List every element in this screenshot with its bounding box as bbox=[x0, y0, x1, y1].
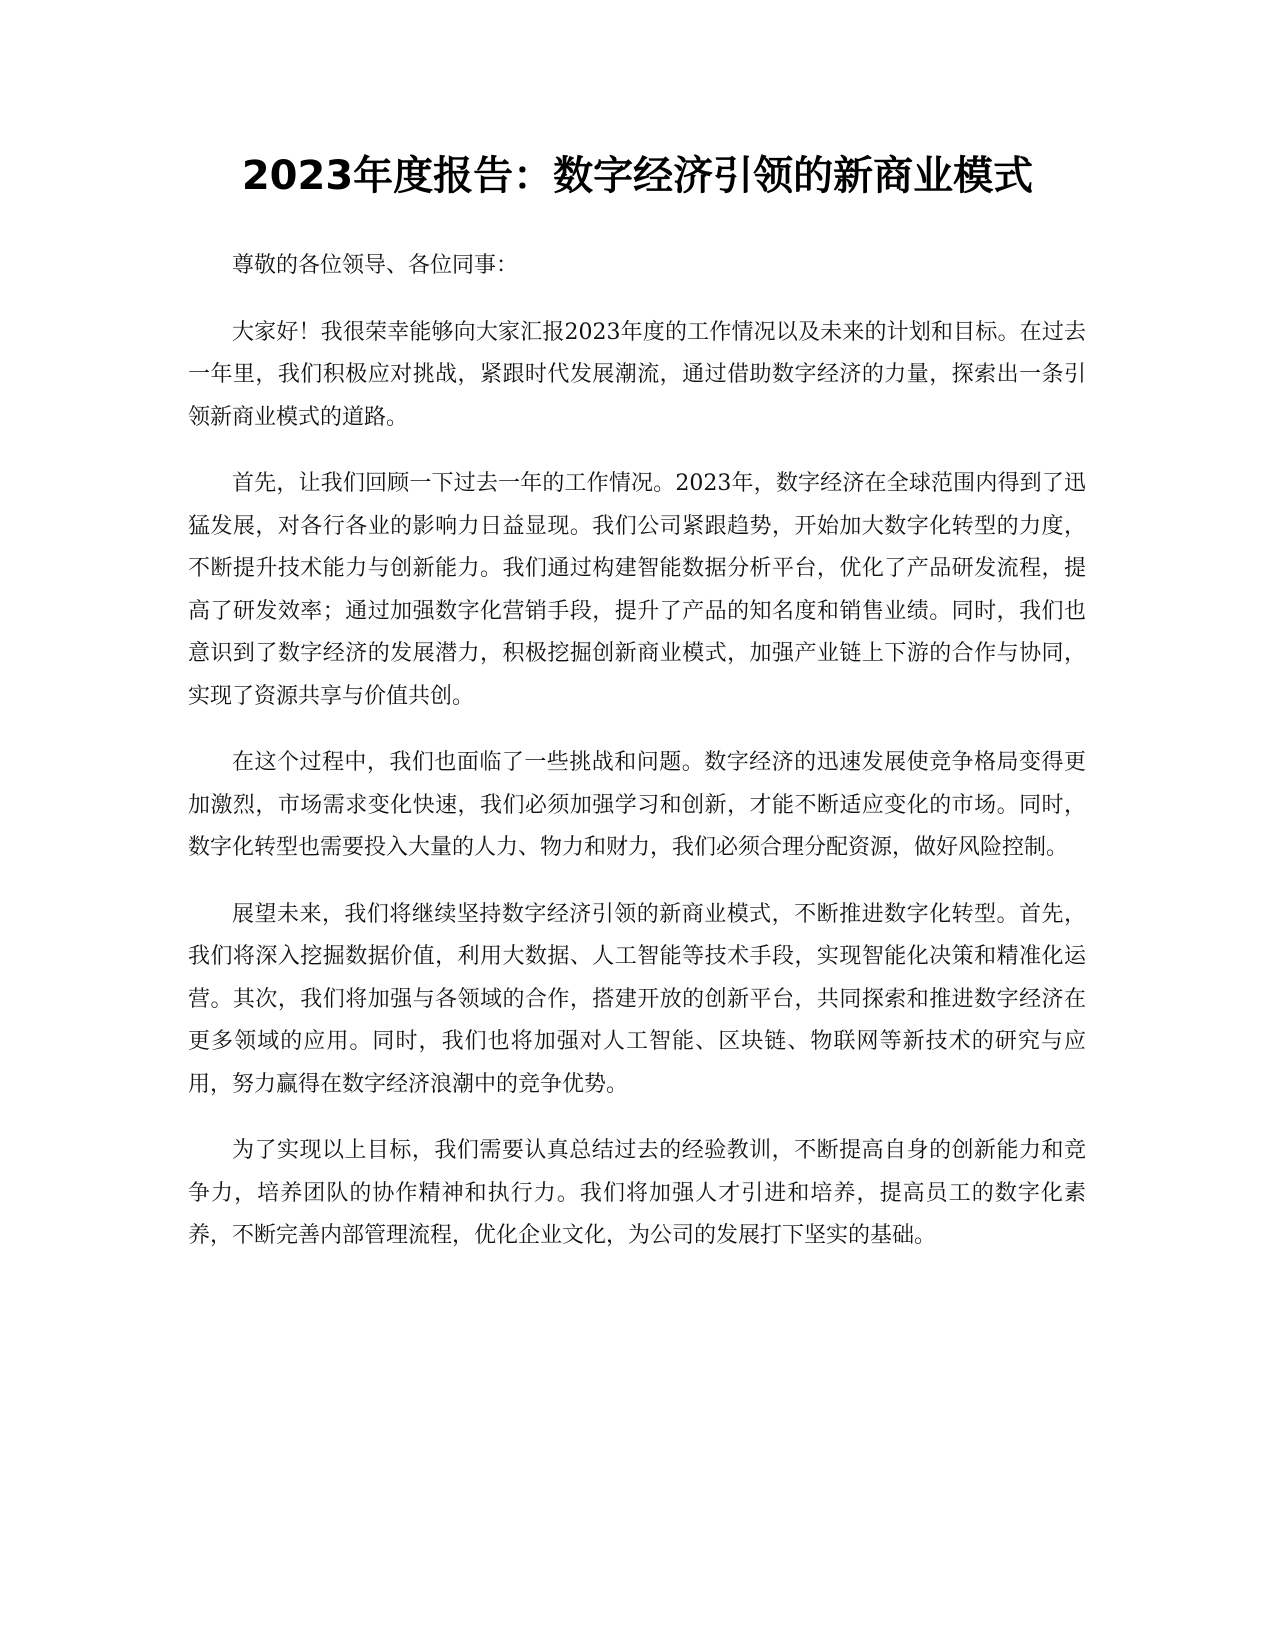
salutation: 尊敬的各位领导、各位同事： bbox=[232, 253, 519, 278]
paragraph-conclusion: 为了实现以上目标，我们需要认真总结过去的经验教训，不断提高自身的创新能力和竞争力，培养团队的协作精神和执行力。我们将加强人才引进和培养，提高员工的数字化素养，不断完善内部管理流程，优化企业文化，为公司的发展打下坚实的基础。 bbox=[188, 1138, 1086, 1248]
document-title: 2023年度报告：数字经济引领的新商业模式 bbox=[241, 153, 1034, 199]
paragraph-greeting: 大家好！我很荣幸能够向大家汇报2023年度的工作情况以及未来的计划和目标。在过去一年里，我们积极应对挑战，紧跟时代发展潮流，通过借助数字经济的力量，探索出一条引领新商业模式的道路。 bbox=[188, 319, 1086, 430]
document-body bbox=[188, 245, 1086, 1282]
paragraph-challenges: 在这个过程中，我们也面临了一些挑战和问题。数字经济的迅速发展使竞争格局变得更加激烈，市场需求变化快速，我们必须加强学习和创新，才能不断适应变化的市场。同时，数字化转型也需要投入大量的人力、物力和财力，我们必须合理分配资源，做好风险控制。 bbox=[188, 750, 1086, 860]
paragraph-review: 首先，让我们回顾一下过去一年的工作情况。2023年，数字经济在全球范围内得到了迅猛发展，对各行各业的影响力日益显现。我们公司紧跟趋势，开始加大数字化转型的力度，不断提升技术能力与创新能力。我们通过构建智能数据分析平台，优化了产品研发流程，提高了研发效率；通过加强数字化营销手段，提升了产品的知名度和销售业绩。同时，我们也意识到了数字经济的发展潜力，积极挖掘创新商业模式，加强产业链上下游的合作与协同，实现了资源共享与价值共创。 bbox=[188, 471, 1086, 709]
paragraph-outlook: 展望未来，我们将继续坚持数字经济引领的新商业模式，不断推进数字化转型。首先，我们将深入挖掘数据价值，利用大数据、人工智能等技术手段，实现智能化决策和精准化运营。其次，我们将加强与各领域的合作，搭建开放的创新平台，共同探索和推进数字经济在更多领域的应用。同时，我们也将加强对人工智能、区块链、物联网等新技术的研究与应用，努力赢得在数字经济浪潮中的竞争优势。 bbox=[188, 901, 1086, 1097]
